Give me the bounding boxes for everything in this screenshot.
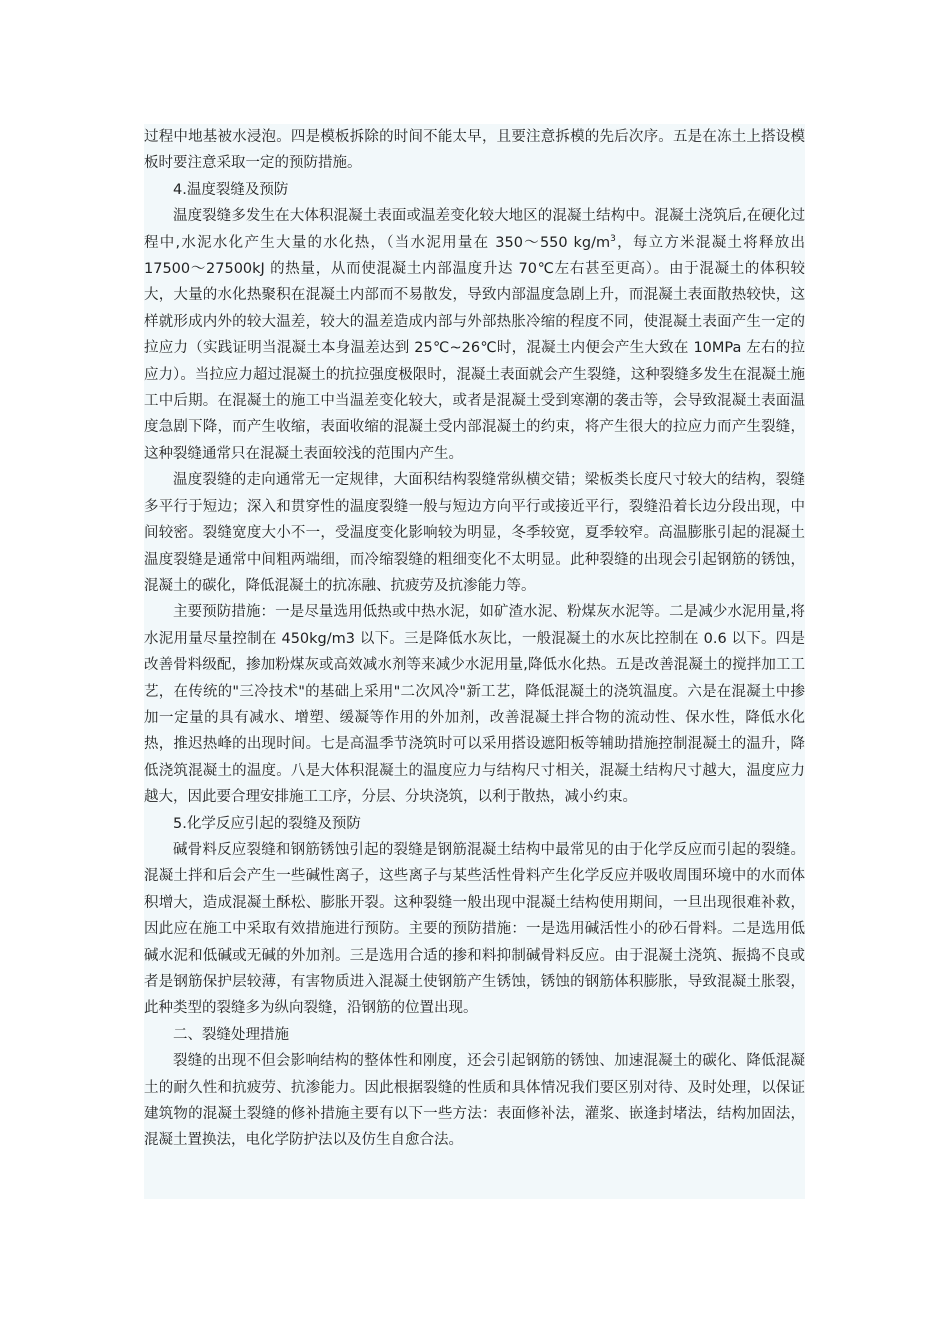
paragraph-temperature-cracks-cause: [144, 203, 805, 467]
section-heading-chemical-cracks: 5.化学反应引起的裂缝及预防: [173, 815, 361, 832]
document-body: [144, 124, 805, 1199]
paragraph-text-part-b: ，每立方米混凝土将释放出 17500～27500kJ 的热量，从而使混凝土内部温度升达 70℃左右甚至更高）。由于混凝土的体积较大，大量的水化热聚积在混凝土内部而不易散发，导致内部温度急剧上升，而混凝土表面散热较快，这样就形成内外的较大温差，较大的温差造成内部与外部热胀冷缩的程度不同，使混凝土表面产生一定的拉应力（实践证明当混凝土本身温差达到 25℃~26℃时，混凝土内便会产生大致在 10MPa 左右的拉应力）。当拉应力超过混凝土的抗拉强度极限时，混凝土表面就会产生裂缝，这种裂缝多发生在混凝土施工中后期。在混凝土的施工中当温差变化较大，或者是混凝土受到寒潮的袭击等，会导致混凝土表面温度急剧下降，而产生收缩，表面收缩的混凝土受内部混凝土的约束，将产生很大的拉应力而产生裂缝，这种裂缝通常只在混凝土表面较浅的范围内产生。: [144, 234, 806, 462]
paragraph-temperature-cracks-pattern: 温度裂缝的走向通常无一定规律，大面积结构裂缝常纵横交错；梁板类长度尺寸较大的结构，裂缝多平行于短边；深入和贯穿性的温度裂缝一般与短边方向平行或接近平行，裂缝沿着长边分段出现，中间较密。裂缝宽度大小不一，受温度变化影响较为明显，冬季较宽，夏季较窄。高温膨胀引起的混凝土温度裂缝是通常中间粗两端细，而冷缩裂缝的粗细变化不太明显。此种裂缝的出现会引起钢筋的锈蚀，混凝土的碳化，降低混凝土的抗冻融、抗疲劳及抗渗能力等。: [144, 472, 805, 594]
paragraph-chemical-cracks: 碱骨料反应裂缝和钢筋锈蚀引起的裂缝是钢筋混凝土结构中最常见的由于化学反应而引起的裂缝。混凝土拌和后会产生一些碱性离子，这些离子与某些活性骨料产生化学反应并吸收周围环境中的水而体积增大，造成混凝土酥松、膨胀开裂。这种裂缝一般出现中混凝土结构使用期间，一旦出现很难补救，因此应在施工中采取有效措施进行预防。主要的预防措施：一是选用碱活性小的砂石骨料。二是选用低碱水泥和低碱或无碱的外加剂。三是选用合适的掺和料抑制碱骨料反应。由于混凝土浇筑、振捣不良或者是钢筋保护层较薄，有害物质进入混凝土使钢筋产生锈蚀，锈蚀的钢筋体积膨胀，导致混凝土胀裂，此种类型的裂缝多为纵向裂缝，沿钢筋的位置出现。: [144, 841, 805, 1017]
paragraph-text-part-a: 温度裂缝多发生在大体积混凝土表面或温差变化较大地区的混凝土结构中。混凝土浇筑后,在硬化过程中,水泥水化产生大量的水化热，（当水泥用量在 350～550 kg/m: [144, 208, 805, 251]
paragraph-continuation: 过程中地基被水浸泡。四是模板拆除的时间不能太早，且要注意拆模的先后次序。五是在冻土上搭设模板时要注意采取一定的预防措施。: [144, 129, 805, 172]
paragraph-crack-treatment: 裂缝的出现不但会影响结构的整体性和刚度，还会引起钢筋的锈蚀、加速混凝土的碳化、降低混凝土的耐久性和抗疲劳、抗渗能力。因此根据裂缝的性质和具体情况我们要区别对待、及时处理，以保证建筑物的混凝土裂缝的修补措施主要有以下一些方法：表面修补法，灌浆、嵌逢封堵法，结构加固法，混凝土置换法，电化学防护法以及仿生自愈合法。: [144, 1053, 805, 1149]
section-heading-crack-treatment: 二、裂缝处理措施: [173, 1026, 289, 1043]
superscript-cubed: 3: [610, 233, 616, 244]
paragraph-prevention-measures: 主要预防措施：一是尽量选用低热或中热水泥，如矿渣水泥、粉煤灰水泥等。二是减少水泥用量,将水泥用量尽量控制在 450kg/m3 以下。三是降低水灰比，一般混凝土的水灰比控制在 0.6 以下。四是改善骨料级配，掺加粉煤灰或高效减水剂等来减少水泥用量,降低水化热。五是改善混凝土的搅拌加工工艺，在传统的"三冷技术"的基础上采用"二次风冷"新工艺，降低混凝土的浇筑温度。六是在混凝土中掺加一定量的具有减水、增塑、缓凝等作用的外加剂，改善混凝土拌合物的流动性、保水性，降低水化热，推迟热峰的出现时间。七是高温季节浇筑时可以采用搭设遮阳板等辅助措施控制混凝土的温升，降低浇筑混凝土的温度。八是大体积混凝土的温度应力与结构尺寸相关，混凝土结构尺寸越大，温度应力越大，因此要合理安排施工工序，分层、分块浇筑，以利于散热，减小约束。: [144, 604, 805, 806]
section-heading-temperature-cracks: 4.温度裂缝及预防: [173, 181, 289, 198]
